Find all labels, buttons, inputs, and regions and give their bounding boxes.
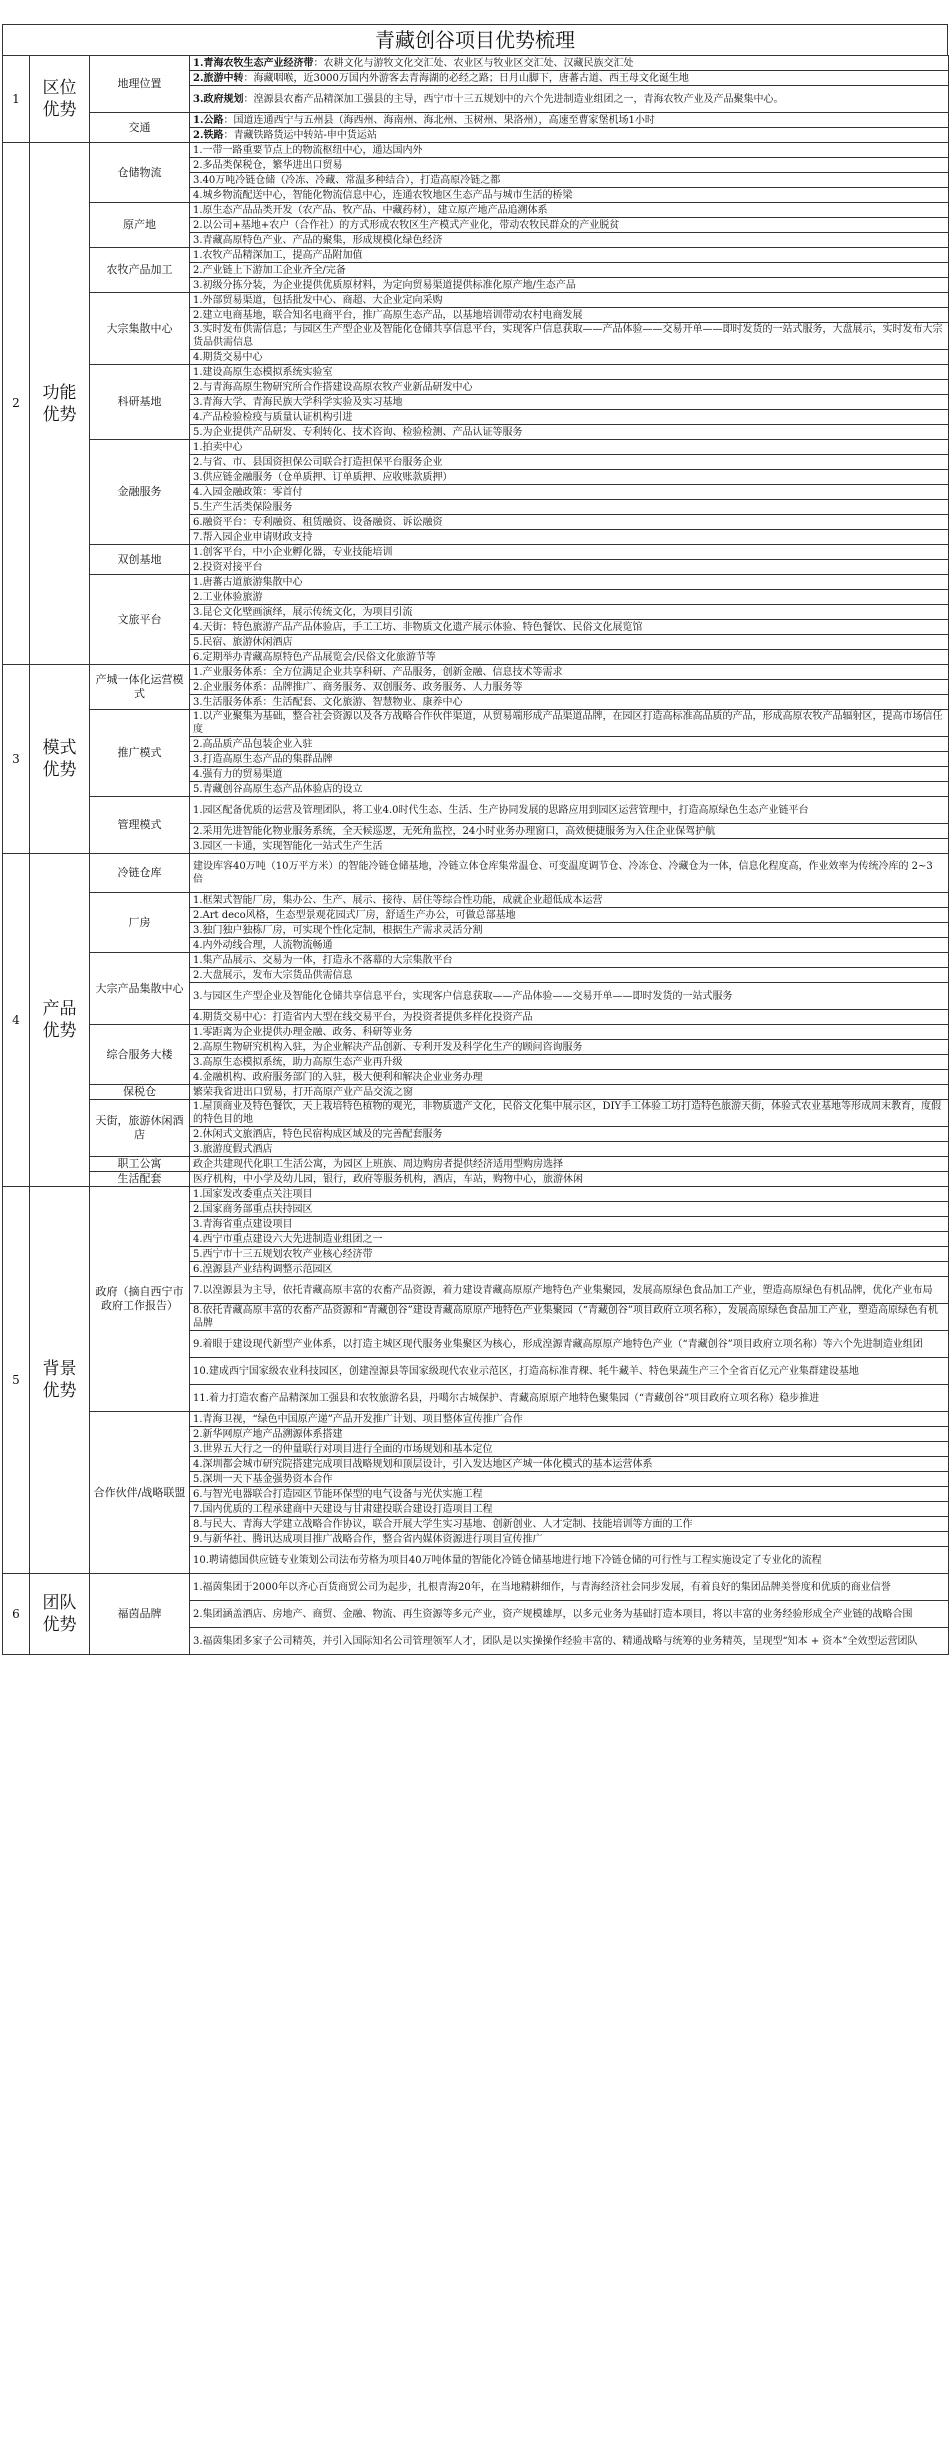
- item-cell: [190, 620, 949, 635]
- item-text: 6.湟源县产业结构调整示范园区: [193, 1263, 333, 1275]
- item-text: 3.青藏高原特色产业、产品的聚集，形成规模化绿色经济: [193, 234, 443, 246]
- category-line: 优势: [42, 1021, 77, 1041]
- item-text: 1.国家发改委重点关注项目: [193, 1188, 313, 1200]
- item-text: 9.着眼于建设现代新型产业体系，以打造主城区现代服务业集聚区为核心，形成湟源青藏高原原产地特色产业（“青藏创谷”项目政府立项名称）等六个先进制造业组团: [193, 1338, 923, 1350]
- table-row: [3, 953, 949, 968]
- item-cell: [190, 86, 949, 113]
- section-category: [30, 665, 90, 854]
- item-text: 建设库容40万吨（10万平方米）的智能冷链仓储基地，冷链立体仓库集常温仓、可变温度调节仓、冷冻仓、冷藏仓为一体，信息化程度高，作业效率为传统冷库的 2~3 倍: [193, 861, 933, 885]
- item-cell: [190, 1517, 949, 1532]
- item-cell: [190, 737, 949, 752]
- table-row: [3, 854, 949, 893]
- item-cell: [190, 173, 949, 188]
- item-cell: [190, 395, 949, 410]
- item-text: 6.融资平台：专利融资、租赁融资、设备融资、诉讼融资: [193, 516, 443, 528]
- subcategory: 仓储物流: [90, 143, 190, 203]
- subcategory: 政府（摘自西宁市政府工作报告）: [90, 1187, 190, 1412]
- item-text: 1.外部贸易渠道，包括批发中心、商超、大企业定向采购: [193, 294, 443, 306]
- item-text: 5.青藏创谷高原生态产品体验店的设立: [193, 783, 363, 795]
- item-text: ：青藏铁路货运中转站-申中货运站: [223, 129, 377, 141]
- item-cell: [190, 1532, 949, 1547]
- item-text: 8.与民大、青海大学建立战略合作协议，联合开展大学生实习基地、创新创业、人才定制、技能培训等方面的工作: [193, 1518, 693, 1530]
- item-text: 1.农牧产品精深加工，提高产品附加值: [193, 249, 363, 261]
- item-text: 2.企业服务体系：品牌推广、商务服务、双创服务、政务服务、人力服务等: [193, 681, 523, 693]
- item-text: 3.高原生态模拟系统，助力高原生态产业再升级: [193, 1056, 403, 1068]
- item-cell: [190, 1070, 949, 1085]
- subcategory: 保税仓: [90, 1085, 190, 1100]
- item-cell: [190, 983, 949, 1010]
- item-text: 1.屋顶商业及特色餐饮，天上栽培特色植物的观光，非物质遗产文化，民俗文化集中展示区，DIY手工体验工坊打造特色旅游天街，体验式农业基地等形成周末教育，度假的特色目的地: [193, 1101, 942, 1125]
- item-text: 4.西宁市重点建设六大先进制造业组团之一: [193, 1233, 383, 1245]
- table-row: [3, 1025, 949, 1040]
- section-number: 5: [3, 1187, 30, 1574]
- item-cell: [190, 1427, 949, 1442]
- category-line: 团队: [42, 1593, 77, 1613]
- table-row: [3, 1412, 949, 1427]
- item-cell: [190, 695, 949, 710]
- item-text: 1.建设高原生态模拟系统实验室: [193, 366, 333, 378]
- item-text: 5.为企业提供产品研发、专利转化、技术咨询、检验检测、产品认证等服务: [193, 426, 523, 438]
- item-cell: [190, 350, 949, 365]
- item-text: 3.供应链金融服务（仓单质押、订单质押、应收账款质押）: [193, 471, 453, 483]
- section-number: 1: [3, 56, 30, 143]
- item-text: 2.高原生物研究机构入驻，为企业解决产品创新、专利开发及科学化生产的顾问咨询服务: [193, 1041, 583, 1053]
- item-text: 4.产品检验检疫与质量认证机构引进: [193, 411, 353, 423]
- item-text: 4.天街：特色旅游产品产品体验店，手工工坊、非物质文化遗产展示体验、特色餐饮、民俗文化展览馆: [193, 621, 643, 633]
- item-cell: [190, 128, 949, 143]
- section-category: [30, 1187, 90, 1574]
- item-cell: [190, 1442, 949, 1457]
- item-text: 11.着力打造农畜产品精深加工强县和农牧旅游名县，丹噶尔古城保护、青藏高原原产地特色聚集园（“青藏创谷”项目政府立项名称）稳步推进: [193, 1392, 820, 1404]
- item-cell: [190, 752, 949, 767]
- item-cell: [190, 380, 949, 395]
- item-text: 1.创客平台，中小企业孵化器，专业技能培训: [193, 546, 393, 558]
- item-cell: [190, 824, 949, 839]
- item-text: 5.生产生活类保险服务: [193, 501, 293, 513]
- item-text: 3.青海大学、青海民族大学科学实验及实习基地: [193, 396, 403, 408]
- item-text: 2.产业链上下游加工企业齐全/完备: [193, 264, 346, 276]
- item-cell: [190, 455, 949, 470]
- item-text: 1.唐蕃古道旅游集散中心: [193, 576, 303, 588]
- item-cell: [190, 1055, 949, 1070]
- item-cell: [190, 545, 949, 560]
- item-cell: [190, 635, 949, 650]
- item-cell: [190, 1304, 949, 1331]
- item-text: 5.西宁市十三五规划农牧产业核心经济带: [193, 1248, 373, 1260]
- item-text: 1.零距离为企业提供办理金融、政务、科研等业务: [193, 1026, 413, 1038]
- item-cell: [190, 650, 949, 665]
- item-text: 10.建成西宁国家级农业科技园区，创建湟源县等国家级现代农业示范区，打造高标准青稞、牦牛藏羊、特色果蔬生产三个全省百亿元产业集群建设基地: [193, 1365, 859, 1377]
- item-text: 5.深圳一天下基金强势资本合作: [193, 1473, 333, 1485]
- item-text: 3.生活服务体系：生活配套、文化旅游、智慧物业、康养中心: [193, 696, 463, 708]
- item-cell: [190, 188, 949, 203]
- item-text: ：农耕文化与游牧文化交汇处、农业区与牧业区交汇处、汉藏民族交汇处: [313, 57, 634, 69]
- item-label: 2.铁路: [193, 129, 224, 141]
- category-line: 模式: [42, 738, 77, 758]
- section-number: 2: [3, 143, 30, 665]
- item-cell: [190, 1502, 949, 1517]
- table-row: [3, 365, 949, 380]
- subcategory: 厂房: [90, 893, 190, 953]
- item-text: 3.青海省重点建设项目: [193, 1218, 293, 1230]
- item-text: 政企共建现代化职工生活公寓，为园区上班族、周边购房者提供经济适用型购房选择: [193, 1158, 563, 1170]
- item-text: 2.多品类保税仓，繁华进出口贸易: [193, 159, 343, 171]
- item-text: 2.大盘展示，发布大宗货品供需信息: [193, 969, 353, 981]
- table-row: [3, 797, 949, 824]
- section-category: [30, 56, 90, 143]
- table-row: [3, 1574, 949, 1601]
- item-cell: [190, 1247, 949, 1262]
- category-line: 产品: [42, 999, 77, 1019]
- item-cell: [190, 308, 949, 323]
- item-text: 6.定期举办青藏高原特色产品展览会/民俗文化旅游节等: [193, 651, 436, 663]
- item-text: 2.采用先进智能化物业服务系统，全天候巡逻，无死角监控，24小时业务办理窗口，高效便捷服务为入住企业保驾护航: [193, 825, 716, 837]
- item-text: 4.城乡物流配送中心，智能化物流信息中心，连通农牧地区生态产品与城市生活的桥梁: [193, 189, 573, 201]
- section-number: 6: [3, 1574, 30, 1655]
- table-row: [3, 575, 949, 590]
- item-cell: [190, 1040, 949, 1055]
- item-cell: [190, 485, 949, 500]
- item-cell: [190, 1157, 949, 1172]
- category-line: 功能: [42, 382, 77, 403]
- table-row: [3, 710, 949, 737]
- section-category: [30, 854, 90, 1187]
- item-text: 1.以产业聚集为基础，整合社会资源以及各方战略合作伙伴渠道，从贸易端形成产品渠道品牌，在园区打造高标准高品质的产品，形成高原农牧产品辐射区，提高市场信任度: [193, 711, 943, 735]
- item-cell: [190, 113, 949, 128]
- subcategory: 福茵品牌: [90, 1574, 190, 1655]
- table-row: [3, 1100, 949, 1127]
- table-row: [3, 248, 949, 263]
- table-row: [3, 1157, 949, 1172]
- item-text: 2.集团涵盖酒店、房地产、商贸、金融、物流、再生资源等多元产业，资产规模雄厚，以多元业务为基础打造本项目，将以丰富的业务经验形成全产业链的战略合围: [193, 1608, 913, 1620]
- item-text: 2.建立电商基地，联合知名电商平台，推广高原生态产品，以基地培训带动农村电商发展: [193, 309, 583, 321]
- item-cell: [190, 515, 949, 530]
- item-cell: [190, 440, 949, 455]
- item-cell: [190, 893, 949, 908]
- item-cell: [190, 158, 949, 173]
- table-row: [3, 1172, 949, 1187]
- subcategory: 生活配套: [90, 1172, 190, 1187]
- item-cell: [190, 605, 949, 620]
- table-row: [3, 113, 949, 128]
- item-cell: [190, 425, 949, 440]
- table-row: [3, 665, 949, 680]
- item-text: ：海藏咽喉，近3000万国内外游客去青海湖的必经之路；日月山脚下，唐蕃古道、西王母文化诞生地: [243, 72, 689, 84]
- subcategory: 产城一体化运营模式: [90, 665, 190, 710]
- item-cell: [190, 203, 949, 218]
- item-cell: [190, 908, 949, 923]
- section-number: 3: [3, 665, 30, 854]
- table-row: [3, 56, 949, 71]
- item-text: 3.园区一卡通，实现智能化一站式生产生活: [193, 840, 383, 852]
- item-cell: [190, 56, 949, 71]
- item-text: 4.入园金融政策：零首付: [193, 486, 303, 498]
- subcategory: 双创基地: [90, 545, 190, 575]
- item-cell: [190, 839, 949, 854]
- item-text: 9.与新华社、腾讯达成项目推广战略合作，整合省内媒体资源进行项目宣传推广: [193, 1533, 543, 1545]
- item-text: 3.实时发布供需信息；与园区生产型企业及智能化仓储共享信息平台，实现客户信息获取——产品体验——交易开单——即时发货的一站式服务，大盘展示，实时发布大宗货品供需信息: [193, 324, 943, 348]
- table-row: [3, 143, 949, 158]
- item-cell: [190, 1457, 949, 1472]
- subcategory: 地理位置: [90, 56, 190, 113]
- item-cell: [190, 575, 949, 590]
- section-category: [30, 143, 90, 665]
- item-cell: [190, 1202, 949, 1217]
- item-cell: [190, 1232, 949, 1247]
- subcategory: 农牧产品加工: [90, 248, 190, 293]
- item-cell: [190, 530, 949, 545]
- item-cell: [190, 143, 949, 158]
- item-cell: [190, 1412, 949, 1427]
- category-line: 优势: [42, 1381, 77, 1401]
- item-cell: [190, 767, 949, 782]
- item-text: 4.强有力的贸易渠道: [193, 768, 283, 780]
- table-row: [3, 203, 949, 218]
- item-cell: [190, 590, 949, 605]
- item-text: 6.与智光电器联合打造园区节能环保型的电气设备与光伏实施工程: [193, 1488, 483, 1500]
- item-cell: [190, 665, 949, 680]
- subcategory: 推广模式: [90, 710, 190, 797]
- subcategory: 交通: [90, 113, 190, 143]
- item-cell: [190, 1187, 949, 1202]
- item-cell: [190, 1217, 949, 1232]
- item-cell: [190, 1547, 949, 1574]
- section-number: 4: [3, 854, 30, 1187]
- item-text: 2.与青海高原生物研究所合作搭建设高原农牧产业新品研发中心: [193, 381, 473, 393]
- category-line: 优势: [42, 100, 77, 120]
- item-cell: [190, 1574, 949, 1601]
- item-text: 7.以湟源县为主导，依托青藏高原丰富的农畜产品资源，着力建设青藏高原原产地特色产业集聚园，发展高原绿色食品加工产业，塑造高原绿色有机品牌，优化产业布局: [193, 1284, 933, 1296]
- item-cell: [190, 470, 949, 485]
- item-cell: [190, 1085, 949, 1100]
- item-cell: [190, 1127, 949, 1142]
- item-text: 1.原生态产品品类开发（农产品、牧产品、中藏药材），建立原产地产品追溯体系: [193, 204, 548, 216]
- section-category: [30, 1574, 90, 1655]
- table-row: [3, 893, 949, 908]
- item-cell: [190, 1142, 949, 1157]
- item-text: 3.独门独户独栋厂房，可实现个性化定制，根据生产需求灵活分割: [193, 924, 483, 936]
- subcategory: 天街，旅游休闲酒店: [90, 1100, 190, 1157]
- item-cell: [190, 938, 949, 953]
- table-row: [3, 545, 949, 560]
- item-cell: [190, 1100, 949, 1127]
- subcategory: 职工公寓: [90, 1157, 190, 1172]
- advantage-table: [2, 55, 949, 1655]
- item-text: 2.投资对接平台: [193, 561, 263, 573]
- item-text: 3.福茵集团多家子公司精英，并引入国际知名公司管理领军人才，团队是以实操操作经验丰富的、精通战略与统筹的业务精英，呈现型“知本 + 资本”全效型运营团队: [193, 1635, 918, 1647]
- item-text: 2.Art deco风格，生态型景观花园式厂房，舒适生产办公，可做总部基地: [193, 909, 516, 921]
- item-text: ：国道连通西宁与五州县（海西州、海南州、海北州、玉树州、果洛州），高速至曹家堡机场1小时: [223, 114, 655, 126]
- item-text: 1.青海卫视，“绿色中国原产递”产品开发推广计划、项目整体宣传推广合作: [193, 1413, 523, 1425]
- item-label: 1.青海农牧生态产业经济带: [193, 57, 314, 69]
- item-cell: [190, 218, 949, 233]
- item-cell: [190, 1331, 949, 1358]
- item-cell: [190, 278, 949, 293]
- item-cell: [190, 71, 949, 86]
- item-cell: [190, 1472, 949, 1487]
- item-text: 2.以公司+基地+农户（合作社）的方式形成农牧区生产模式产业化，带动农牧民群众的产业脱贫: [193, 219, 620, 231]
- category-line: 优势: [42, 760, 77, 780]
- item-cell: [190, 263, 949, 278]
- item-cell: [190, 248, 949, 263]
- item-text: 3.旅游度假式酒店: [193, 1143, 273, 1155]
- item-text: 1.拍卖中心: [193, 441, 243, 453]
- item-cell: [190, 797, 949, 824]
- item-text: 2.与省、市、县国资担保公司联合打造担保平台服务企业: [193, 456, 443, 468]
- item-text: 1.福茵集团于2000年以齐心百货商贸公司为起步，扎根青海20年，在当地精耕细作，与青海经济社会同步发展，有着良好的集团品牌美誉度和优质的商业信誉: [193, 1581, 891, 1593]
- item-cell: [190, 1172, 949, 1187]
- item-text: 3.与园区生产型企业及智能化仓储共享信息平台，实现客户信息获取——产品体验——交易开单——即时发货的一站式服务: [193, 990, 733, 1002]
- item-text: 8.依托青藏高原丰富的农畜产品资源和“青藏创谷”建设青藏高原原产地特色产业集聚园（“青藏创谷”项目政府立项名称），发展高原绿色食品加工产业，塑造高原绿色有机品牌: [193, 1305, 938, 1329]
- item-text: 3.世界五大行之一的仲量联行对项目进行全面的市场规划和基本定位: [193, 1443, 493, 1455]
- item-text: 7.国内优质的工程承建商中天建设与甘肃建投联合建设打造项目工程: [193, 1503, 493, 1515]
- item-cell: [190, 854, 949, 893]
- item-text: 3.昆仑文化壁画演绎，展示传统文化，为项目引流: [193, 606, 413, 618]
- item-cell: [190, 1628, 949, 1655]
- item-label: 3.政府规划: [193, 93, 244, 105]
- item-cell: [190, 323, 949, 350]
- item-text: 4.深圳都会城市研究院搭建完成项目战略规划和顶层设计，引入发达地区产城一体化模式的基本运营体系: [193, 1458, 653, 1470]
- item-cell: [190, 293, 949, 308]
- item-cell: [190, 1358, 949, 1385]
- item-text: 7.帮入园企业申请财政支持: [193, 531, 313, 543]
- table-row: [3, 1187, 949, 1202]
- item-text: 2.新华网原产地产品溯源体系搭建: [193, 1428, 343, 1440]
- item-text: 繁荣我省进出口贸易，打开高原产业产品交流之窗: [193, 1086, 413, 1098]
- item-cell: [190, 1277, 949, 1304]
- category-line: 背景: [42, 1359, 77, 1379]
- item-text: 2.休闲式文旅酒店，特色民宿构成区域及的完善配套服务: [193, 1128, 443, 1140]
- subcategory: 金融服务: [90, 440, 190, 545]
- item-text: 2.国家商务部重点扶持园区: [193, 1203, 313, 1215]
- table-row: [3, 293, 949, 308]
- subcategory: 文旅平台: [90, 575, 190, 665]
- subcategory: 综合服务大楼: [90, 1025, 190, 1085]
- item-cell: [190, 410, 949, 425]
- item-text: 4.期货交易中心: [193, 351, 263, 363]
- item-cell: [190, 710, 949, 737]
- item-text: 4.金融机构、政府服务部门的入驻，极大便利和解决企业业务办理: [193, 1071, 483, 1083]
- item-cell: [190, 1262, 949, 1277]
- subcategory: 大宗集散中心: [90, 293, 190, 365]
- page-title: 青藏创谷项目优势梳理: [2, 24, 948, 55]
- item-text: 2.高品质产品包装企业入驻: [193, 738, 313, 750]
- item-cell: [190, 1487, 949, 1502]
- item-text: 1.园区配备优质的运营及管理团队，将工业4.0时代生态、生活、生产协同发展的思路应用到园区运营管理中，打造高原绿色生态产业链平台: [193, 804, 809, 816]
- table-row: [3, 440, 949, 455]
- item-text: 10.聘请德国供应链专业策划公司法布劳格为项目40万吨体量的智能化冷链仓储基地进行地下冷链仓储的可行性与工程实施设定了专业化的流程: [193, 1554, 822, 1566]
- category-line: 区位: [42, 78, 77, 98]
- item-cell: [190, 1385, 949, 1412]
- item-text: 3.40万吨冷链仓储（冷冻、冷藏、常温多种结合），打造高原冷链之都: [193, 174, 501, 186]
- category-line: 优势: [42, 1615, 77, 1635]
- item-cell: [190, 1601, 949, 1628]
- item-text: ：湟源县农畜产品精深加工强县的主导，西宁市十三五规划中的六个先进制造业组团之一，青海农牧产业及产品聚集中心。: [243, 93, 784, 105]
- item-label: 1.公路: [193, 114, 224, 126]
- item-text: 4.期货交易中心：打造省内大型在线交易平台，为投资者提供多样化投资产品: [193, 1011, 533, 1023]
- item-text: 1.产业服务体系：全方位满足企业共享科研、产品服务，创新金融、信息技术等需求: [193, 666, 563, 678]
- item-text: 医疗机构，中小学及幼儿园，银行，政府等服务机构，酒店，车站，购物中心，旅游休闲: [193, 1173, 583, 1185]
- item-text: 4.内外动线合理，人流物流畅通: [193, 939, 333, 951]
- item-text: 5.民宿、旅游休闲酒店: [193, 636, 293, 648]
- item-cell: [190, 1010, 949, 1025]
- item-text: 3.打造高原生态产品的集群品牌: [193, 753, 333, 765]
- item-label: 2.旅游中转: [193, 72, 244, 84]
- item-cell: [190, 953, 949, 968]
- subcategory: 管理模式: [90, 797, 190, 854]
- item-cell: [190, 680, 949, 695]
- item-text: 1.一带一路重要节点上的物流枢纽中心，通达国内外: [193, 144, 423, 156]
- item-cell: [190, 782, 949, 797]
- item-cell: [190, 560, 949, 575]
- category-line: 优势: [42, 404, 77, 425]
- item-text: 1.框架式智能厂房，集办公、生产、展示、接待、居住等综合性功能，成就企业超低成本运营: [193, 894, 603, 906]
- subcategory: 科研基地: [90, 365, 190, 440]
- item-cell: [190, 233, 949, 248]
- item-cell: [190, 500, 949, 515]
- item-cell: [190, 968, 949, 983]
- subcategory: 合作伙伴/战略联盟: [90, 1412, 190, 1574]
- item-cell: [190, 365, 949, 380]
- subcategory: 冷链仓库: [90, 854, 190, 893]
- subcategory: 原产地: [90, 203, 190, 248]
- item-cell: [190, 923, 949, 938]
- table-row: [3, 1085, 949, 1100]
- item-cell: [190, 1025, 949, 1040]
- item-text: 3.初级分拣分装，为企业提供优质原材料，为定向贸易渠道提供标准化原产地/生态产品: [193, 279, 576, 291]
- subcategory: 大宗产品集散中心: [90, 953, 190, 1025]
- item-text: 1.集产品展示、交易为一体，打造永不落幕的大宗集散平台: [193, 954, 453, 966]
- item-text: 2.工业体验旅游: [193, 591, 263, 603]
